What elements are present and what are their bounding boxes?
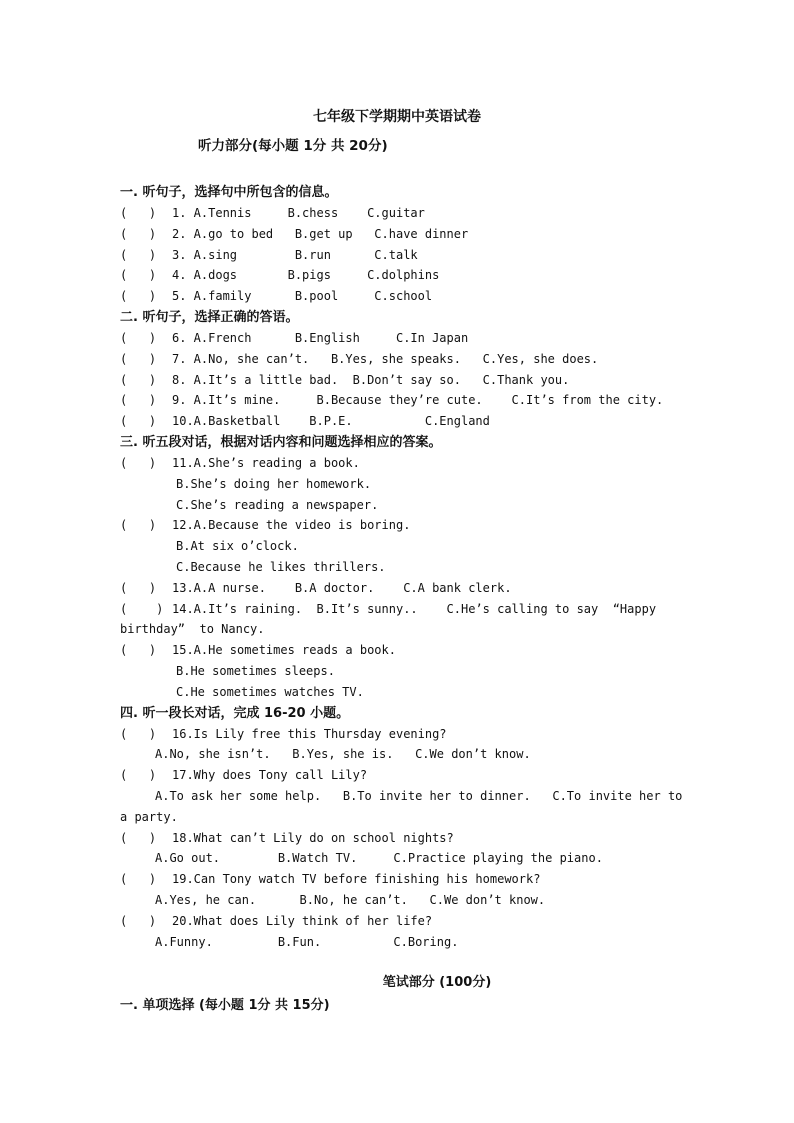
question-text: A.No, she isn’t. B.Yes, she is. C.We don’t know. — [155, 747, 531, 762]
question-line — [0, 224, 794, 245]
answer-blank[interactable]: ( ) — [120, 726, 157, 741]
answer-blank[interactable]: ( ) — [120, 330, 157, 345]
question-line — [0, 453, 794, 474]
written-section-heading: 一. 单项选择 (每小题 1分 共 15分) — [120, 998, 330, 1013]
question-text: C.He sometimes watches TV. — [176, 684, 364, 699]
question-text: 5. A.family B.pool C.school — [172, 289, 433, 304]
question-line — [0, 765, 794, 786]
section-heading: 二. 听句子，选择正确的答语。 — [120, 309, 299, 325]
answer-blank[interactable]: ( ) — [120, 372, 157, 387]
question-option-line — [0, 890, 794, 911]
listening-subtitle: 听力部分(每小题 1分 共 20分) — [198, 138, 388, 154]
question-line — [0, 869, 794, 890]
question-option-line — [0, 786, 794, 807]
answer-blank[interactable]: ( ) — [120, 268, 157, 283]
question-option-line — [0, 619, 794, 640]
question-text: 8. A.It’s a little bad. B.Don’t say so. C.Thank you. — [172, 372, 570, 387]
question-text: B.She’s doing her homework. — [176, 476, 372, 491]
question-text: 7. A.No, she can’t. B.Yes, she speaks. C.Yes, she does. — [172, 351, 599, 366]
question-text: 3. A.sing B.run C.talk — [172, 247, 418, 262]
question-line — [0, 245, 794, 266]
question-text: B.At six o’clock. — [176, 539, 299, 554]
question-text: 4. A.dogs B.pigs C.dolphins — [172, 268, 440, 283]
answer-blank[interactable]: ( ) — [120, 830, 157, 845]
answer-blank[interactable]: ( ) — [120, 913, 157, 928]
question-line — [0, 724, 794, 745]
answer-blank[interactable]: ( ) — [120, 414, 157, 429]
question-text: C.Because he likes thrillers. — [176, 559, 386, 574]
answer-blank[interactable]: ( ) — [120, 289, 157, 304]
answer-blank[interactable]: ( ) — [120, 643, 157, 658]
question-text: 19.Can Tony watch TV before finishing his homework? — [172, 872, 541, 887]
question-text: 17.Why does Tony call Lily? — [172, 768, 368, 783]
section-heading: 一. 听句子，选择句中所包含的信息。 — [120, 185, 338, 200]
answer-blank[interactable]: ( ) — [120, 226, 157, 241]
question-option-line — [0, 682, 794, 703]
question-text: birthday” to Nancy. — [120, 622, 265, 637]
question-line — [0, 328, 794, 349]
answer-blank[interactable]: ( ) — [120, 455, 157, 470]
question-text: 10.A.Basketball B.P.E. C.England — [172, 414, 490, 429]
question-text: 12.A.Because the video is boring. — [172, 518, 411, 533]
question-option-line — [0, 807, 794, 828]
question-line — [0, 411, 794, 432]
question-text: 13.A.A nurse. B.A doctor. C.A bank clerk. — [172, 580, 512, 595]
question-option-line — [0, 744, 794, 765]
question-line — [0, 640, 794, 661]
question-text: A.To ask her some help. B.To invite her to dinner. C.To invite her to — [155, 788, 683, 803]
listening-sections — [0, 182, 794, 952]
question-text: 11.A.She’s reading a book. — [172, 455, 360, 470]
question-text: 6. A.French B.English C.In Japan — [172, 330, 469, 345]
question-option-line — [0, 536, 794, 557]
section-heading: 三. 听五段对话，根据对话内容和问题选择相应的答案。 — [120, 434, 442, 450]
question-text: 20.What does Lily think of her life? — [172, 913, 433, 928]
section-heading: 四. 听一段长对话，完成 16-20 小题。 — [120, 705, 350, 721]
question-text: A.Go out. B.Watch TV. C.Practice playing the piano. — [155, 851, 603, 866]
question-line — [0, 578, 794, 599]
page-title: 七年级下学期期中英语试卷 — [313, 109, 481, 125]
written-part-title: 笔试部分 (100分) — [382, 975, 492, 990]
question-text: 14.A.It’s raining. B.It’s sunny.. C.He’s calling to say “Happy — [172, 601, 657, 616]
question-text: 9. A.It’s mine. B.Because they’re cute. C.It’s from the city. — [172, 393, 664, 408]
answer-blank[interactable]: ( ) — [120, 601, 164, 616]
question-text: A.Funny. B.Fun. C.Boring. — [155, 934, 459, 949]
question-option-line — [0, 474, 794, 495]
question-text: A.Yes, he can. B.No, he can’t. C.We don’t know. — [155, 892, 546, 907]
question-line — [0, 515, 794, 536]
answer-blank[interactable]: ( ) — [120, 768, 157, 783]
question-line — [0, 599, 794, 620]
answer-blank[interactable]: ( ) — [120, 247, 157, 262]
question-text: 1. A.Tennis B.chess C.guitar — [172, 206, 425, 220]
answer-blank[interactable]: ( ) — [120, 206, 157, 220]
question-option-line — [0, 932, 794, 953]
question-option-line — [0, 557, 794, 578]
question-line — [0, 286, 794, 307]
question-line — [0, 349, 794, 370]
question-text: 16.Is Lily free this Thursday evening? — [172, 726, 447, 741]
question-line — [0, 370, 794, 391]
question-line — [0, 828, 794, 849]
question-text: 15.A.He sometimes reads a book. — [172, 643, 396, 658]
question-line — [0, 390, 794, 411]
question-text: C.She’s reading a newspaper. — [176, 497, 379, 512]
question-option-line — [0, 661, 794, 682]
answer-blank[interactable]: ( ) — [120, 518, 157, 533]
question-text: 2. A.go to bed B.get up C.have dinner — [172, 226, 469, 241]
question-option-line — [0, 848, 794, 869]
answer-blank[interactable]: ( ) — [120, 580, 157, 595]
question-text: a party. — [120, 809, 178, 824]
answer-blank[interactable]: ( ) — [120, 351, 157, 366]
question-option-line — [0, 495, 794, 516]
answer-blank[interactable]: ( ) — [120, 872, 157, 887]
question-line — [0, 265, 794, 286]
question-text: B.He sometimes sleeps. — [176, 663, 335, 678]
answer-blank[interactable]: ( ) — [120, 393, 157, 408]
question-line — [0, 203, 794, 224]
question-line — [0, 911, 794, 932]
question-text: 18.What can’t Lily do on school nights? — [172, 830, 454, 845]
